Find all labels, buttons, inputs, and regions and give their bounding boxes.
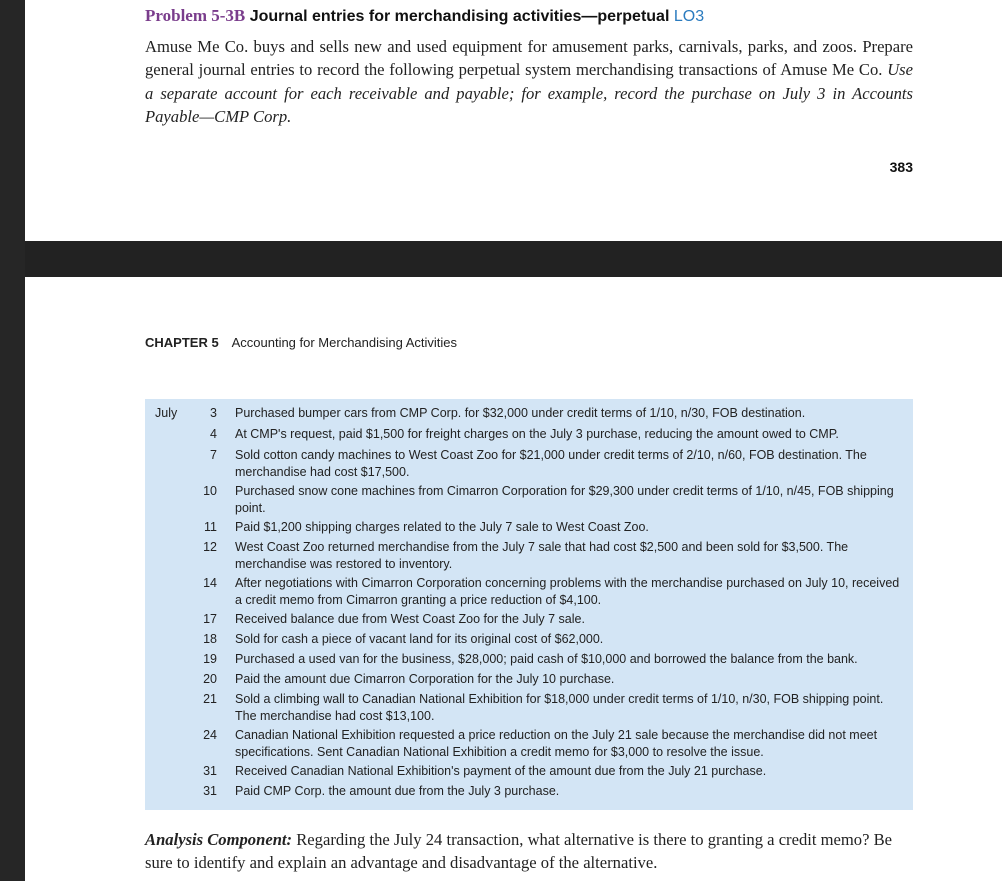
transaction-month (145, 426, 187, 443)
transaction-description: Sold a climbing wall to Canadian National Exhibition for $18,000 under credit terms of 1/10, n/30, FOB shipping point. The merchandise had cost $13,100. (235, 692, 884, 723)
problem-id: Problem 5-3B (145, 6, 246, 25)
transaction-day: 4 (210, 427, 217, 441)
transaction-description: Purchased a used van for the business, $28,000; paid cash of $10,000 and borrowed the balance from the bank. (235, 652, 858, 666)
transaction-day: 7 (210, 448, 217, 462)
transaction-description: Paid the amount due Cimarron Corporation for the July 10 purchase. (235, 672, 615, 686)
transaction-month (145, 575, 187, 609)
transaction-month: July (155, 406, 178, 420)
transaction-month (145, 483, 187, 517)
chapter-header (145, 335, 457, 350)
transaction-row (145, 763, 913, 780)
transaction-month (145, 763, 187, 780)
transaction-description: Received Canadian National Exhibition's payment of the amount due from the July 21 purchase. (235, 764, 767, 778)
transaction-row (145, 611, 913, 628)
transaction-month (145, 783, 187, 800)
transaction-description: Sold for cash a piece of vacant land for its original cost of $62,000. (235, 632, 604, 646)
transaction-row (145, 405, 913, 422)
transaction-month (145, 539, 187, 573)
transaction-description: At CMP's request, paid $1,500 for freight charges on the July 3 purchase, reducing the amount owed to CMP. (235, 427, 839, 441)
transaction-description: Paid $1,200 shipping charges related to the July 7 sale to West Coast Zoo. (235, 520, 649, 534)
transaction-row (145, 783, 913, 800)
transaction-description: Paid CMP Corp. the amount due from the July 3 purchase. (235, 784, 560, 798)
transaction-row (145, 671, 913, 688)
transaction-day: 3 (210, 406, 217, 420)
page-number: 383 (889, 159, 913, 175)
intro-text: Amuse Me Co. buys and sells new and used equipment for amusement parks, carnivals, parks, and zoos. Prepare general journal entries to record the following perpetual system merchandising transactions of Amuse Me Co. (145, 37, 913, 80)
transaction-row (145, 519, 913, 536)
problem-intro (145, 35, 913, 129)
transaction-month (145, 727, 187, 761)
transaction-day: 14 (203, 576, 217, 590)
transaction-row (145, 483, 913, 517)
transaction-day: 31 (203, 764, 217, 778)
transaction-row (145, 691, 913, 725)
transaction-month (145, 631, 187, 648)
transaction-day: 21 (203, 692, 217, 706)
chapter-title: Accounting for Merchandising Activities (231, 335, 458, 350)
problem-title: Journal entries for merchandising activities—perpetual (249, 8, 670, 25)
transaction-day: 19 (203, 652, 217, 666)
intro-italic-text: Use a separate account for each receivable and payable; for example, record the purchase on July 3 in Accounts Payable—CMP Corp. (145, 60, 913, 127)
transaction-day: 20 (203, 672, 217, 686)
page-separator-bar (25, 241, 1002, 277)
transactions-box (145, 399, 913, 810)
transaction-day: 24 (203, 728, 217, 742)
transaction-description: Purchased snow cone machines from Cimarron Corporation for $29,300 under credit terms of 1/10, n/45, FOB shipping point. (235, 484, 894, 515)
transaction-description: Sold cotton candy machines to West Coast Zoo for $21,000 under credit terms of 2/10, n/60, FOB destination. The merchandise had cost $17,500. (235, 448, 867, 479)
analysis-text: Regarding the July 24 transaction, what alternative is there to granting a credit memo? Be sure to identify and explain an advantage and disadvantage of the alternative. (145, 830, 893, 873)
transaction-month (145, 691, 187, 725)
transaction-month (145, 611, 187, 628)
transaction-row (145, 727, 913, 761)
transaction-day: 11 (204, 520, 217, 534)
transaction-row (145, 426, 913, 443)
transaction-description: Received balance due from West Coast Zoo for the July 7 sale. (235, 612, 585, 626)
chapter-label: CHAPTER 5 (145, 335, 219, 350)
learning-objective: LO3 (673, 8, 705, 25)
transaction-month (145, 519, 187, 536)
transaction-row (145, 651, 913, 668)
transaction-description: West Coast Zoo returned merchandise from the July 7 sale that had cost $2,500 and been sold for $3,500. The merchandise was restored to inventory. (235, 540, 849, 571)
transaction-day: 12 (203, 540, 217, 554)
transaction-month (145, 651, 187, 668)
transaction-description: Purchased bumper cars from CMP Corp. for $32,000 under credit terms of 1/10, n/30, FOB destination. (235, 406, 806, 420)
transaction-description: Canadian National Exhibition requested a price reduction on the July 21 sale because the merchandise did not meet specifications. Sent Canadian National Exhibition a credit memo for $3,000 to resolve the issue. (235, 728, 878, 759)
analysis-label: Analysis Component: (145, 830, 293, 849)
transaction-row (145, 631, 913, 648)
left-dark-margin (0, 0, 25, 881)
transaction-description: After negotiations with Cimarron Corporation concerning problems with the merchandise purchased on July 10, received a credit memo from Cimarron granting a price reduction of $4,100. (235, 576, 900, 607)
problem-section (145, 0, 913, 129)
transaction-day: 10 (203, 484, 217, 498)
transaction-day: 18 (203, 632, 217, 646)
transaction-row (145, 447, 913, 481)
transaction-month (145, 671, 187, 688)
transaction-row (145, 539, 913, 573)
transaction-month (145, 447, 187, 481)
analysis-component (145, 828, 913, 875)
transaction-day: 17 (203, 612, 217, 626)
transaction-row (145, 575, 913, 609)
problem-heading (145, 6, 913, 27)
transaction-day: 31 (203, 784, 217, 798)
